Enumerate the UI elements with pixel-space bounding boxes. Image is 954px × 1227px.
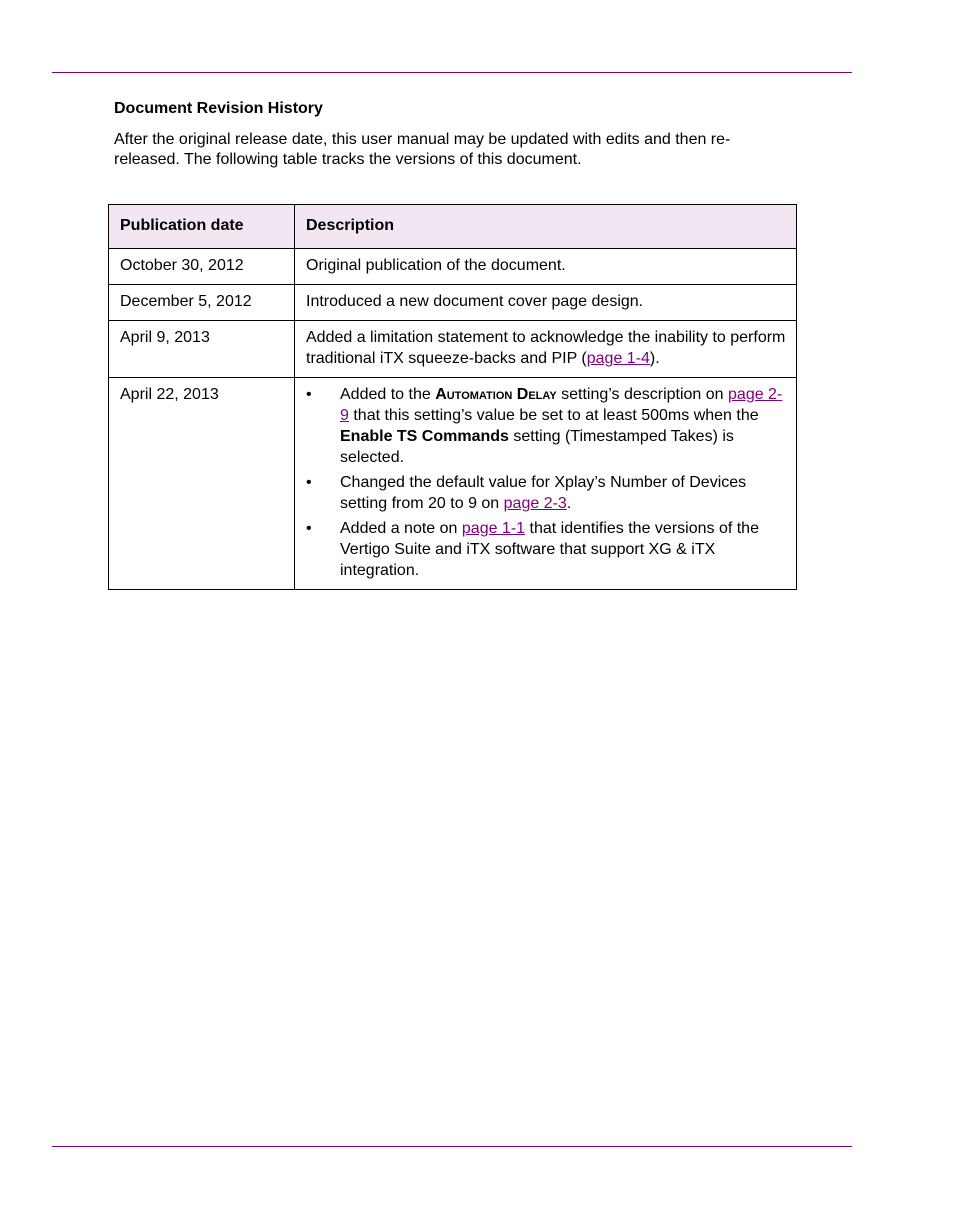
row-description: Introduced a new document cover page design. xyxy=(295,285,797,321)
list-text: . xyxy=(566,495,572,512)
row-description: Original publication of the document. xyxy=(295,249,797,285)
table-row xyxy=(109,321,797,378)
page-link[interactable]: page 1-4 xyxy=(586,350,650,367)
page-link[interactable]: page 2-3 xyxy=(503,495,567,512)
list-item xyxy=(306,472,786,514)
description-text: ). xyxy=(649,350,660,367)
table-row xyxy=(109,249,797,285)
row-description xyxy=(295,321,797,378)
description-text: Added a limitation statement to acknowledge the inability to perform traditional iTX squeeze-backs and PIP ( xyxy=(306,329,786,367)
bullet-icon: • xyxy=(306,386,312,403)
table-header-row xyxy=(109,205,797,249)
setting-name-bold: Enable TS Commands xyxy=(340,428,509,445)
row-date: April 22, 2013 xyxy=(109,378,295,590)
bullet-icon: • xyxy=(306,520,312,537)
list-text: setting (Timestamped Takes) is selected. xyxy=(340,428,734,466)
header-rule xyxy=(52,72,852,73)
list-text: Added a note on xyxy=(340,520,462,537)
list-item xyxy=(306,384,786,468)
row-date: October 30, 2012 xyxy=(109,249,295,285)
column-header-date: Publication date xyxy=(109,205,295,249)
list-text: setting’s description on xyxy=(556,386,729,403)
row-description xyxy=(295,378,797,590)
intro-paragraph: After the original release date, this user manual may be updated with edits and then re-released. The following table tracks the versions of this document. xyxy=(114,131,731,168)
change-list xyxy=(306,384,786,581)
table-row xyxy=(109,285,797,321)
list-text: Changed the default value for Xplay’s Number of Devices setting from 20 to 9 on xyxy=(340,474,747,512)
row-date: December 5, 2012 xyxy=(109,285,295,321)
section-title: Document Revision History xyxy=(114,100,323,117)
table-row xyxy=(109,378,797,590)
column-header-description: Description xyxy=(295,205,797,249)
row-date: April 9, 2013 xyxy=(109,321,295,378)
bullet-icon: • xyxy=(306,474,312,491)
list-text: that identifies the versions of the Vertigo Suite and iTX software that support XG & iTX integration. xyxy=(340,520,759,579)
revision-history-table xyxy=(108,204,797,590)
list-text: that this setting’s value be set to at least 500ms when the xyxy=(348,407,759,424)
list-text: Added to the xyxy=(340,386,436,403)
page-link[interactable]: page 2-9 xyxy=(340,386,783,424)
setting-name: Automation Delay xyxy=(435,386,557,403)
list-item xyxy=(306,518,786,581)
footer-rule xyxy=(52,1146,852,1147)
page-link[interactable]: page 1-1 xyxy=(461,520,526,537)
